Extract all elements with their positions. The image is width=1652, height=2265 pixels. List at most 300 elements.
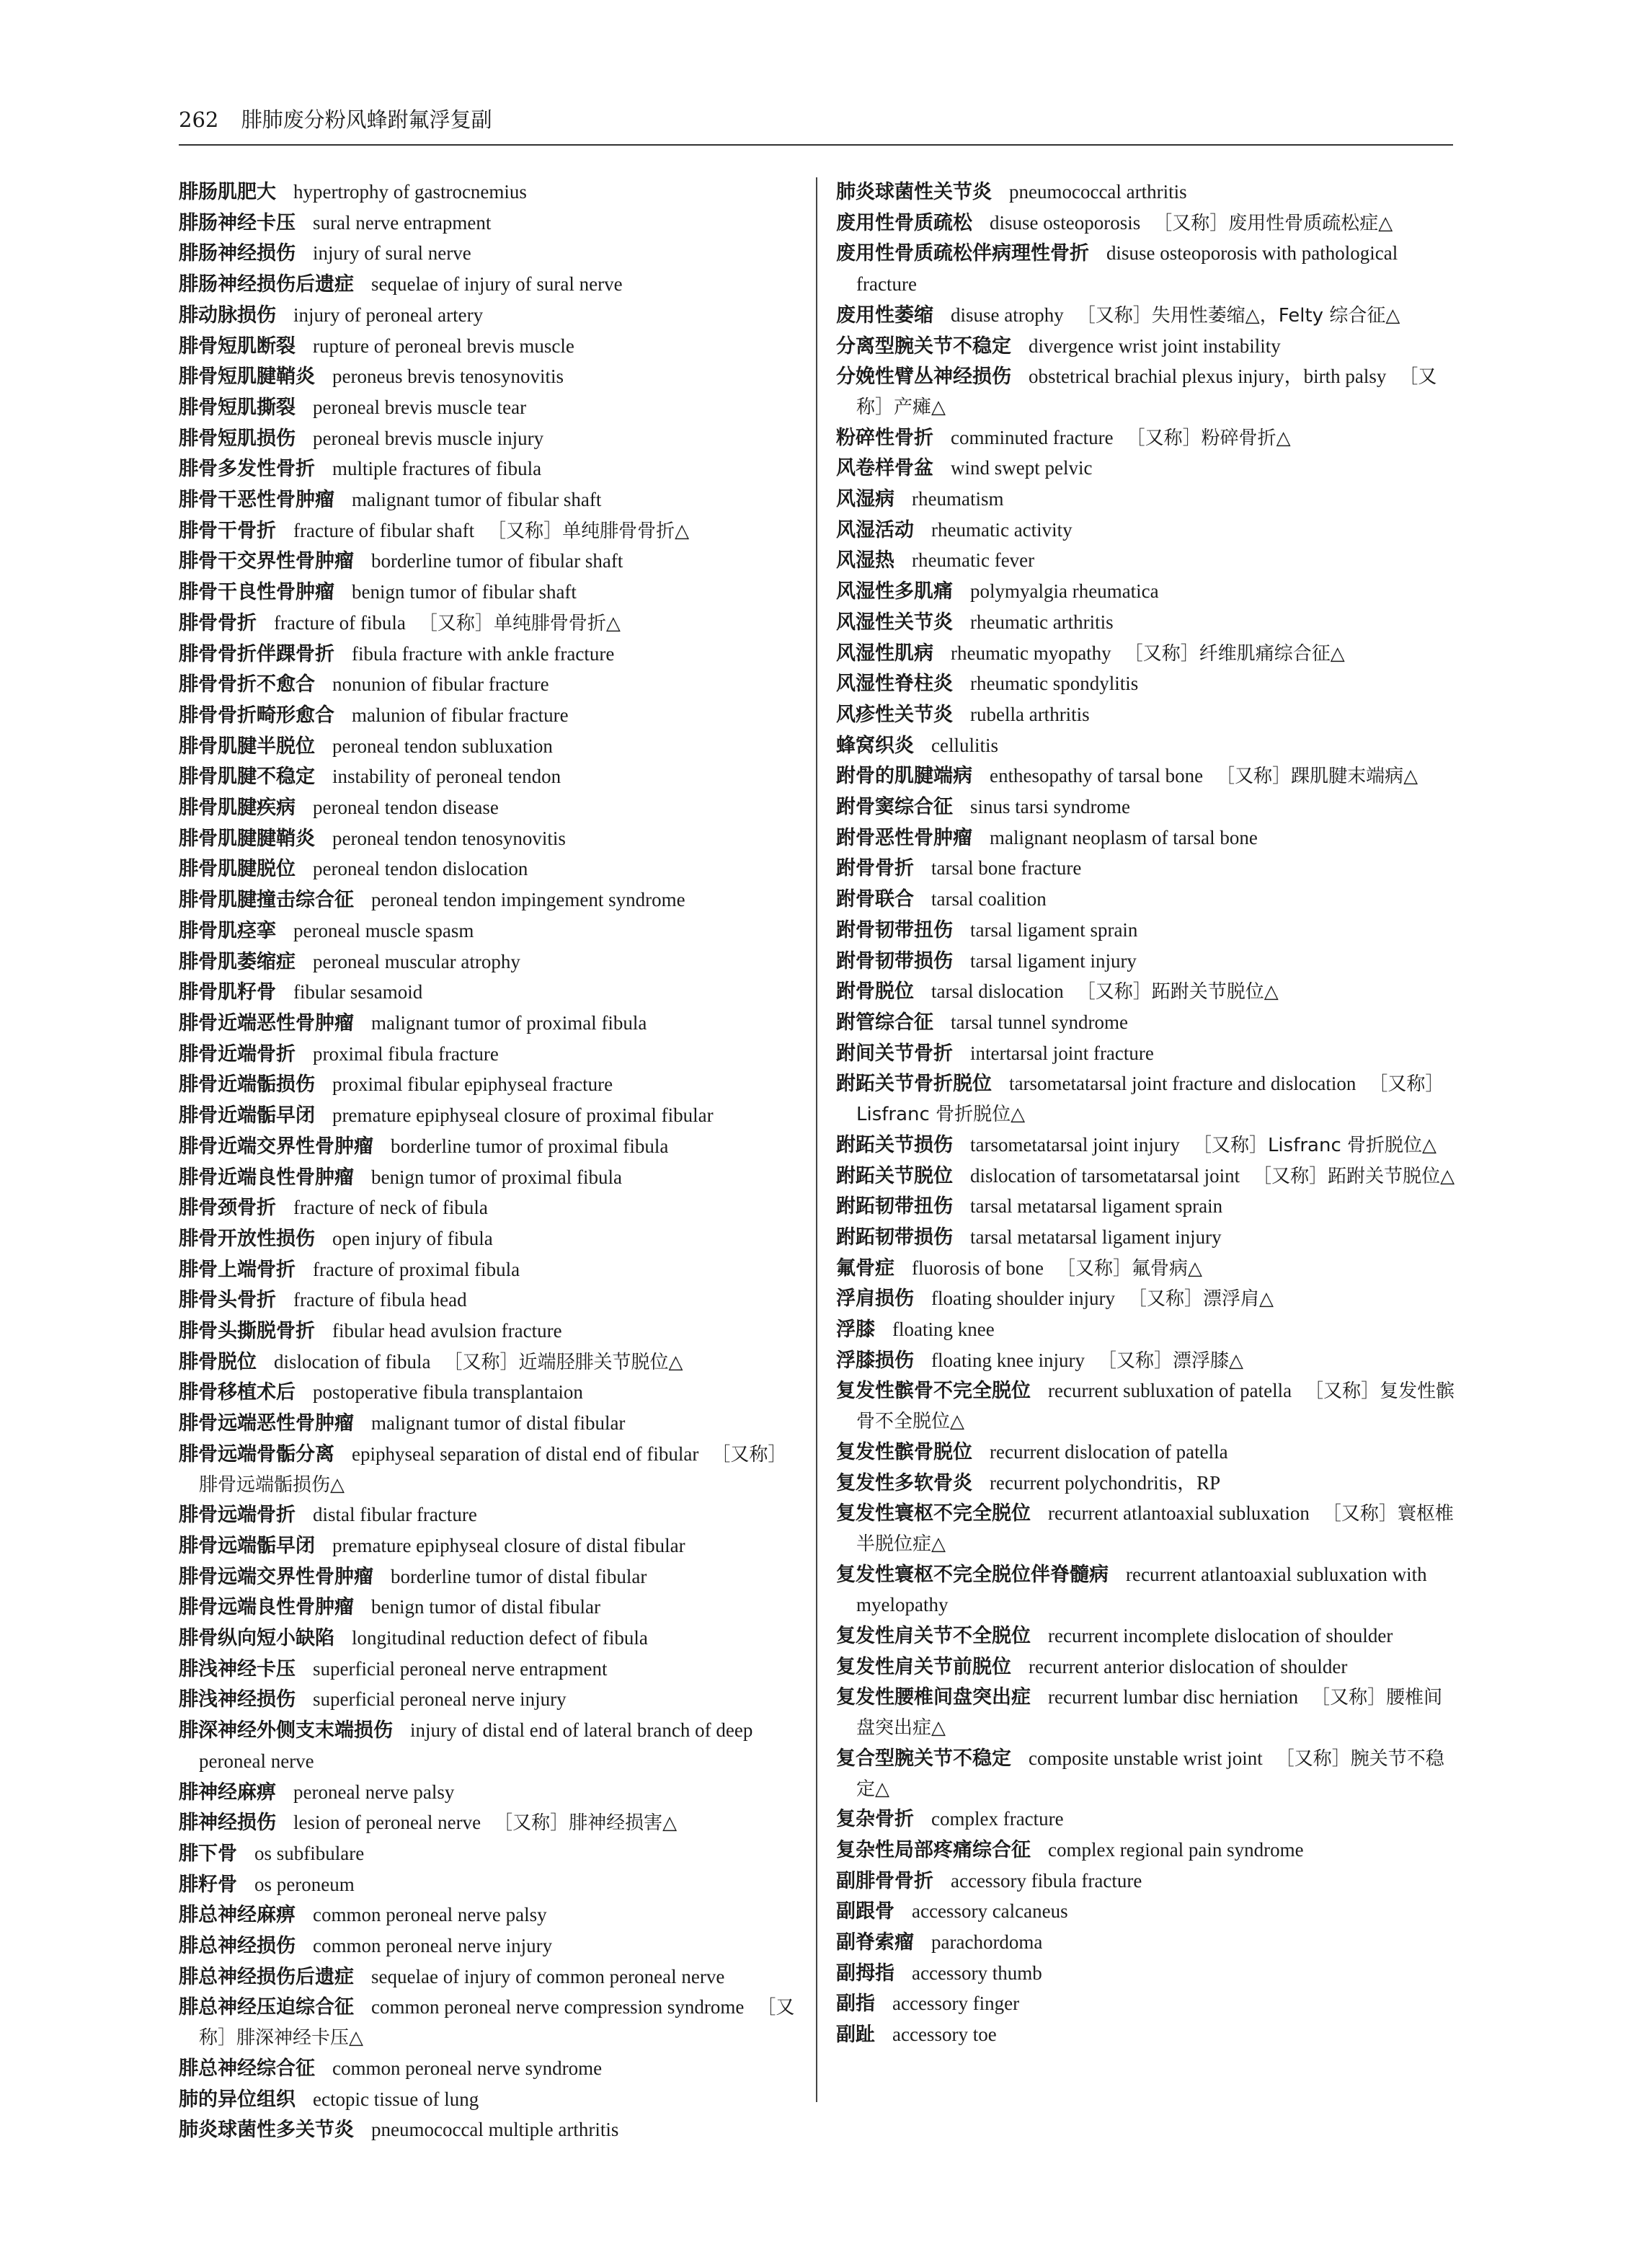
term-english: fluorosis of bone xyxy=(912,1256,1044,1279)
term-english: recurrent atlantoaxial subluxation xyxy=(1048,1502,1310,1525)
term-english: tarsal coalition xyxy=(931,888,1047,910)
term-english: tarsometatarsal joint injury xyxy=(970,1133,1180,1156)
term-english: malunion of fibular fracture xyxy=(352,704,569,726)
term-english: premature epiphyseal closure of proximal fibular xyxy=(332,1104,714,1127)
term-english: recurrent anterior dislocation of shoulder xyxy=(1029,1655,1348,1677)
term-english: tarsal ligament sprain xyxy=(970,918,1138,941)
glossary-entry xyxy=(179,793,799,824)
term-english: superficial peroneal nerve entrapment xyxy=(313,1657,608,1680)
term-chinese: 腓骨骨折不愈合 xyxy=(179,673,315,696)
term-alias: ［又称］跖跗关节脱位△ xyxy=(1253,1165,1455,1187)
term-chinese: 跗骨韧带扭伤 xyxy=(836,918,953,941)
glossary-entry xyxy=(179,1101,799,1132)
term-chinese: 腓肠肌肥大 xyxy=(179,181,276,203)
term-chinese: 跗跖韧带损伤 xyxy=(836,1225,953,1249)
term-alias: ［又称］单纯腓骨骨折△ xyxy=(487,520,690,542)
term-english: tarsal tunnel syndrome xyxy=(951,1011,1128,1033)
term-english: malignant neoplasm of tarsal bone xyxy=(990,826,1258,848)
glossary-entry xyxy=(179,854,799,885)
term-chinese: 跗间关节骨折 xyxy=(836,1042,953,1065)
term-chinese: 腓肠神经卡压 xyxy=(179,211,296,234)
term-chinese: 肺炎球菌性多关节炎 xyxy=(179,2119,354,2142)
term-english: rubella arthritis xyxy=(970,703,1090,725)
term-chinese: 腓骨肌腱不稳定 xyxy=(179,766,315,789)
term-chinese: 腓骨干骨折 xyxy=(179,519,276,542)
term-alias: ［又称］腓神经损害△ xyxy=(494,1812,678,1835)
term-english: injury of distal end of lateral branch of deep peroneal nerve xyxy=(199,1719,753,1772)
glossary-entry xyxy=(179,1409,799,1440)
glossary-entry xyxy=(836,823,1456,854)
term-chinese: 复发性髌骨脱位 xyxy=(836,1440,972,1463)
term-chinese: 跗骨韧带损伤 xyxy=(836,949,953,972)
glossary-entry xyxy=(179,1193,799,1224)
term-chinese: 腓骨远端骨骺分离 xyxy=(179,1442,334,1466)
term-chinese: 跗跖关节损伤 xyxy=(836,1133,953,1156)
term-chinese: 腓骨近端交界性骨肿瘤 xyxy=(179,1135,373,1158)
term-chinese: 腓总神经麻痹 xyxy=(179,1904,296,1927)
term-english: floating knee xyxy=(892,1318,995,1341)
glossary-entry xyxy=(179,947,799,978)
term-chinese: 腓肠神经损伤后遗症 xyxy=(179,273,354,296)
term-alias: ［又称］漂浮肩△ xyxy=(1127,1288,1274,1311)
glossary-entry xyxy=(179,732,799,763)
term-alias: ［又称］单纯腓骨骨折△ xyxy=(418,612,621,634)
term-chinese: 腓浅神经损伤 xyxy=(179,1688,296,1711)
glossary-entry xyxy=(836,669,1456,700)
term-english: borderline tumor of distal fibular xyxy=(391,1565,647,1587)
term-chinese: 腓骨骨折畸形愈合 xyxy=(179,704,334,727)
term-alias: ［又称］寰枢椎半脱位症△ xyxy=(856,1503,1454,1555)
glossary-entry xyxy=(179,424,799,455)
term-chinese: 腓骨干良性骨肿瘤 xyxy=(179,581,334,604)
term-chinese: 腓骨肌腱半脱位 xyxy=(179,735,315,758)
term-english: instability of peroneal tendon xyxy=(332,766,561,788)
term-english: rheumatism xyxy=(912,488,1004,510)
term-english: fibular head avulsion fracture xyxy=(332,1320,562,1342)
term-chinese: 副拇指 xyxy=(836,1962,894,1985)
term-chinese: 腓总神经损伤 xyxy=(179,1935,296,1958)
glossary-entry xyxy=(836,1804,1456,1835)
term-chinese: 腓骨远端骨折 xyxy=(179,1504,296,1527)
term-english: open injury of fibula xyxy=(332,1227,493,1249)
term-english: peroneal brevis muscle injury xyxy=(313,427,544,449)
glossary-entry xyxy=(179,1132,799,1163)
term-english: recurrent lumbar disc herniation xyxy=(1048,1686,1299,1708)
term-english: proximal fibular epiphyseal fracture xyxy=(332,1073,613,1096)
term-chinese: 腓骨远端交界性骨肿瘤 xyxy=(179,1565,373,1588)
term-english: nonunion of fibular fracture xyxy=(332,673,549,696)
term-chinese: 粉碎性骨折 xyxy=(836,426,933,449)
term-english: sequelae of injury of common peroneal nerve xyxy=(371,1965,725,1987)
glossary-entry xyxy=(836,1039,1456,1070)
term-english: fibular sesamoid xyxy=(293,981,423,1003)
term-english: longitudinal reduction defect of fibula xyxy=(352,1627,648,1649)
glossary-entry xyxy=(179,670,799,701)
glossary-entry xyxy=(836,1897,1456,1928)
term-english: recurrent dislocation of patella xyxy=(990,1440,1228,1463)
term-alias: ［又称］粉碎骨折△ xyxy=(1126,427,1291,449)
term-chinese: 腓骨近端骺早闭 xyxy=(179,1104,315,1127)
term-chinese: 腓骨短肌腱鞘炎 xyxy=(179,365,315,389)
term-chinese: 腓骨短肌撕裂 xyxy=(179,396,296,419)
glossary-entry xyxy=(179,1500,799,1531)
page-number: 262 xyxy=(179,107,219,132)
glossary-entry xyxy=(836,239,1456,300)
glossary-entry xyxy=(179,1623,799,1654)
term-english: tarsal dislocation xyxy=(931,980,1064,1003)
term-english: comminuted fracture xyxy=(951,426,1114,448)
glossary-entry xyxy=(179,1163,799,1194)
term-english: benign tumor of proximal fibula xyxy=(371,1166,622,1188)
glossary-entry xyxy=(179,239,799,270)
glossary-entry xyxy=(836,854,1456,885)
term-english: peroneal brevis muscle tear xyxy=(313,396,527,418)
term-english: ectopic tissue of lung xyxy=(313,2088,479,2110)
glossary-entry xyxy=(836,1744,1456,1804)
term-chinese: 分离型腕关节不稳定 xyxy=(836,334,1011,358)
glossary-entry xyxy=(179,1009,799,1040)
term-english: injury of peroneal artery xyxy=(293,303,484,326)
term-alias: ［又称］踝肌腱末端病△ xyxy=(1216,766,1418,788)
term-chinese: 废用性骨质疏松 xyxy=(836,211,972,234)
glossary-entry xyxy=(179,1778,799,1809)
term-english: divergence wrist joint instability xyxy=(1029,334,1281,357)
term-english: peroneus brevis tenosynovitis xyxy=(332,365,564,388)
term-chinese: 腓总神经压迫综合征 xyxy=(179,1996,354,2019)
term-chinese: 腓骨纵向短小缺陷 xyxy=(179,1627,334,1650)
glossary-entry xyxy=(836,1683,1456,1743)
glossary-entry xyxy=(179,1685,799,1716)
glossary-entry xyxy=(836,916,1456,947)
glossary-entry xyxy=(836,977,1456,1008)
glossary-entry xyxy=(179,1592,799,1623)
term-chinese: 腓骨头骨折 xyxy=(179,1289,276,1312)
term-english: tarsal metatarsal ligament injury xyxy=(970,1225,1222,1248)
term-chinese: 复发性肩关节不全脱位 xyxy=(836,1625,1031,1648)
term-english: fracture of fibula xyxy=(274,611,406,634)
term-chinese: 废用性骨质疏松伴病理性骨折 xyxy=(836,242,1089,265)
term-english: sinus tarsi syndrome xyxy=(970,796,1130,818)
term-chinese: 浮膝损伤 xyxy=(836,1349,914,1372)
term-english: parachordoma xyxy=(931,1931,1043,1954)
term-english: benign tumor of fibular shaft xyxy=(352,581,577,603)
term-english: borderline tumor of proximal fibula xyxy=(391,1135,669,1157)
glossary-entry xyxy=(836,362,1456,422)
glossary-entry xyxy=(179,1808,799,1839)
glossary-entry xyxy=(179,2085,799,2116)
term-english: superficial peroneal nerve injury xyxy=(313,1688,567,1711)
glossary-entry xyxy=(836,1192,1456,1223)
term-english: accessory calcaneus xyxy=(912,1900,1068,1923)
term-chinese: 腓骨干恶性骨肿瘤 xyxy=(179,489,334,512)
term-english: rheumatic spondylitis xyxy=(970,673,1139,695)
glossary-entry xyxy=(179,1962,799,1993)
term-english: accessory toe xyxy=(892,2024,997,2046)
term-english: sural nerve entrapment xyxy=(313,211,492,234)
glossary-entry xyxy=(836,515,1456,546)
glossary-entry xyxy=(179,577,799,608)
term-english: dislocation of tarsometatarsal joint xyxy=(970,1164,1240,1187)
glossary-entry xyxy=(179,454,799,485)
glossary-entry xyxy=(836,484,1456,515)
term-english: peroneal muscle spasm xyxy=(293,919,474,941)
term-alias: ［又称］近端胫腓关节脱位△ xyxy=(443,1351,683,1373)
glossary-entry xyxy=(179,301,799,332)
term-chinese: 腓骨短肌损伤 xyxy=(179,427,296,450)
glossary-entry xyxy=(179,1839,799,1870)
term-english: fracture of proximal fibula xyxy=(313,1258,520,1280)
glossary-entry xyxy=(179,1070,799,1101)
term-chinese: 风湿性脊柱炎 xyxy=(836,673,953,696)
term-chinese: 腓骨颈骨折 xyxy=(179,1197,276,1220)
term-english: tarsal ligament injury xyxy=(970,949,1137,972)
glossary-entry xyxy=(836,423,1456,454)
glossary-entry xyxy=(836,1161,1456,1192)
glossary-entry xyxy=(836,1959,1456,1990)
term-chinese: 复发性腰椎间盘突出症 xyxy=(836,1686,1031,1709)
glossary-entry xyxy=(836,1468,1456,1499)
term-english: intertarsal joint fracture xyxy=(970,1042,1154,1064)
glossary-entry xyxy=(179,332,799,363)
glossary-entry xyxy=(836,700,1456,731)
glossary-entry xyxy=(836,546,1456,577)
term-english: proximal fibula fracture xyxy=(313,1042,499,1065)
term-english: peroneal tendon impingement syndrome xyxy=(371,889,685,911)
term-chinese: 复发性寰枢不完全脱位伴脊髓病 xyxy=(836,1563,1109,1586)
glossary-entry xyxy=(836,639,1456,670)
term-english: common peroneal nerve injury xyxy=(313,1935,553,1957)
glossary-entry xyxy=(836,885,1456,916)
term-alias: ［又称］腓深神经卡压△ xyxy=(199,1997,795,2049)
glossary-entry xyxy=(836,1989,1456,2020)
term-chinese: 腓下骨 xyxy=(179,1842,237,1865)
term-english: recurrent incomplete dislocation of shoulder xyxy=(1048,1625,1393,1647)
term-alias: ［又称］Lisfranc 骨折脱位△ xyxy=(856,1073,1444,1126)
term-chinese: 腓骨骨折 xyxy=(179,611,257,634)
term-chinese: 腓神经麻痹 xyxy=(179,1781,276,1804)
term-alias: ［又称］纤维肌痛综合征△ xyxy=(1124,642,1345,665)
term-english: floating shoulder injury xyxy=(931,1287,1115,1310)
glossary-entry xyxy=(179,1440,799,1500)
term-english: fracture of fibula head xyxy=(293,1289,467,1311)
glossary-entry xyxy=(836,1254,1456,1285)
term-chinese: 跗管综合征 xyxy=(836,1011,933,1034)
term-english: common peroneal nerve syndrome xyxy=(332,2057,603,2079)
term-chinese: 风湿性多肌痛 xyxy=(836,580,953,603)
page-header xyxy=(179,105,1453,146)
glossary-entry xyxy=(836,453,1456,484)
term-english: recurrent atlantoaxial subluxation with myelopathy xyxy=(856,1563,1427,1616)
glossary-entry xyxy=(179,1285,799,1316)
term-english: malignant tumor of distal fibular xyxy=(371,1412,626,1435)
term-chinese: 腓总神经综合征 xyxy=(179,2057,315,2080)
term-chinese: 腓神经损伤 xyxy=(179,1812,276,1835)
glossary-entry xyxy=(179,1654,799,1685)
term-chinese: 腓深神经外侧支末端损伤 xyxy=(179,1719,393,1742)
term-chinese: 浮膝 xyxy=(836,1318,875,1342)
term-english: rupture of peroneal brevis muscle xyxy=(313,334,574,357)
term-alias: ［又称］产瘫△ xyxy=(856,366,1437,418)
term-chinese: 腓骨肌腱腱鞘炎 xyxy=(179,827,315,850)
term-chinese: 分娩性臂丛神经损伤 xyxy=(836,365,1011,389)
term-english: multiple fractures of fibula xyxy=(332,458,542,480)
glossary-entry xyxy=(836,1008,1456,1039)
term-chinese: 肺的异位组织 xyxy=(179,2088,296,2111)
glossary-entry xyxy=(179,485,799,516)
term-chinese: 风湿性关节炎 xyxy=(836,611,953,634)
term-chinese: 复合型腕关节不稳定 xyxy=(836,1747,1011,1770)
term-english: accessory fibula fracture xyxy=(951,1869,1142,1892)
term-english: hypertrophy of gastrocnemius xyxy=(293,181,527,203)
term-chinese: 腓骨短肌断裂 xyxy=(179,334,296,358)
glossary-entry xyxy=(836,177,1456,208)
term-chinese: 腓骨肌腱疾病 xyxy=(179,797,296,820)
glossary-entry xyxy=(179,1993,799,2053)
glossary-entry xyxy=(179,393,799,424)
glossary-entry xyxy=(179,208,799,239)
term-english: injury of sural nerve xyxy=(313,242,471,265)
term-chinese: 腓骨远端良性骨肿瘤 xyxy=(179,1596,354,1619)
term-chinese: 风湿热 xyxy=(836,549,894,572)
term-chinese: 腓骨肌萎缩症 xyxy=(179,950,296,973)
glossary-entry xyxy=(179,1347,799,1378)
term-chinese: 腓骨骨折伴踝骨折 xyxy=(179,642,334,665)
term-chinese: 跗骨的肌腱端病 xyxy=(836,765,972,788)
term-alias: ［又称］跖跗关节脱位△ xyxy=(1076,981,1279,1003)
glossary-entry xyxy=(179,177,799,208)
term-chinese: 腓肠神经损伤 xyxy=(179,242,296,265)
term-english: rheumatic arthritis xyxy=(970,611,1114,633)
term-english: malignant tumor of fibular shaft xyxy=(352,489,602,511)
column-divider xyxy=(816,177,817,2102)
glossary-entry xyxy=(179,1931,799,1962)
term-alias: ［又称］废用性骨质疏松症△ xyxy=(1153,212,1393,234)
term-chinese: 副脊索瘤 xyxy=(836,1931,914,1954)
glossary-entry xyxy=(836,1560,1456,1621)
term-english: peroneal tendon subluxation xyxy=(332,735,553,757)
term-chinese: 氟骨症 xyxy=(836,1256,894,1280)
glossary-entry xyxy=(179,885,799,916)
glossary-entry xyxy=(179,1040,799,1071)
term-chinese: 复发性多软骨炎 xyxy=(836,1471,972,1494)
term-english: obstetrical brachial plexus injury，birth palsy xyxy=(1029,365,1387,388)
glossary-entry xyxy=(836,1284,1456,1315)
glossary-entry xyxy=(836,301,1456,332)
term-english: peroneal muscular atrophy xyxy=(313,950,520,972)
term-chinese: 跗骨联合 xyxy=(836,888,914,911)
term-english: polymyalgia rheumatica xyxy=(970,580,1159,603)
glossary-entry xyxy=(179,2054,799,2085)
term-chinese: 腓骨脱位 xyxy=(179,1350,257,1373)
glossary-entry xyxy=(179,608,799,639)
glossary-entry xyxy=(179,1224,799,1255)
glossary-entry xyxy=(179,1378,799,1409)
glossary-entry xyxy=(836,1835,1456,1866)
glossary-entry xyxy=(836,947,1456,978)
term-english: accessory thumb xyxy=(912,1962,1042,1984)
glossary-entry xyxy=(179,1870,799,1901)
glossary-entry xyxy=(836,608,1456,639)
glossary-entry xyxy=(179,362,799,393)
term-chinese: 风卷样骨盆 xyxy=(836,457,933,480)
term-chinese: 腓骨干交界性骨肿瘤 xyxy=(179,550,354,573)
term-english: composite unstable wrist joint xyxy=(1029,1747,1263,1769)
term-chinese: 腓骨远端骺早闭 xyxy=(179,1534,315,1557)
glossary-entry xyxy=(836,1130,1456,1161)
term-english: sequelae of injury of sural nerve xyxy=(371,273,623,296)
glossary-entry xyxy=(836,2020,1456,2051)
term-english: dislocation of fibula xyxy=(274,1350,431,1373)
term-chinese: 复杂性局部疼痛综合征 xyxy=(836,1838,1031,1861)
glossary-entry xyxy=(179,639,799,670)
term-chinese: 腓骨多发性骨折 xyxy=(179,458,315,481)
glossary-entry xyxy=(179,1900,799,1931)
term-english: rheumatic myopathy xyxy=(951,642,1111,664)
term-chinese: 风疹性关节炎 xyxy=(836,703,953,726)
term-chinese: 复杂骨折 xyxy=(836,1808,914,1831)
term-english: postoperative fibula transplantaion xyxy=(313,1381,583,1404)
term-chinese: 腓动脉损伤 xyxy=(179,303,276,327)
term-english: fracture of neck of fibula xyxy=(293,1197,488,1219)
glossary-entry xyxy=(836,332,1456,363)
term-english: rheumatic fever xyxy=(912,549,1035,572)
term-english: borderline tumor of fibular shaft xyxy=(371,550,623,572)
glossary-entry xyxy=(836,1928,1456,1959)
glossary-entry xyxy=(836,1376,1456,1437)
term-english: fibula fracture with ankle fracture xyxy=(352,642,615,665)
term-english: common peroneal nerve compression syndrome xyxy=(371,1996,745,2018)
term-english: recurrent subluxation of patella xyxy=(1048,1380,1292,1402)
term-alias: ［又称］Lisfranc 骨折脱位△ xyxy=(1192,1134,1437,1156)
term-english: disuse osteoporosis xyxy=(990,211,1141,234)
term-chinese: 腓籽骨 xyxy=(179,1873,237,1896)
term-english: peroneal tendon dislocation xyxy=(313,858,528,880)
glossary-entry xyxy=(179,978,799,1009)
term-chinese: 跗跖关节脱位 xyxy=(836,1164,953,1187)
term-english: tarsal bone fracture xyxy=(931,857,1082,879)
term-chinese: 跗骨骨折 xyxy=(836,857,914,880)
term-chinese: 副跟骨 xyxy=(836,1900,894,1923)
term-alias: ［又称］漂浮膝△ xyxy=(1097,1349,1243,1372)
glossary-entry xyxy=(179,546,799,577)
glossary-entry xyxy=(836,1223,1456,1254)
term-chinese: 副指 xyxy=(836,1993,875,2016)
left-column xyxy=(179,177,799,2146)
glossary-entry xyxy=(179,270,799,301)
term-english: disuse atrophy xyxy=(951,303,1064,326)
term-english: complex fracture xyxy=(931,1808,1064,1830)
term-chinese: 浮肩损伤 xyxy=(836,1287,914,1311)
term-chinese: 跗骨恶性骨肿瘤 xyxy=(836,826,972,849)
term-chinese: 腓浅神经卡压 xyxy=(179,1657,296,1680)
glossary-entry xyxy=(836,1652,1456,1683)
term-alias: ［又称］腓骨远端骺损伤△ xyxy=(199,1443,787,1496)
term-english: disuse osteoporosis with pathological fracture xyxy=(856,242,1398,296)
term-english: benign tumor of distal fibular xyxy=(371,1596,600,1618)
glossary-entry xyxy=(179,916,799,947)
glossary-entry xyxy=(836,1069,1456,1130)
glossary-entry xyxy=(179,1562,799,1593)
term-chinese: 腓骨上端骨折 xyxy=(179,1258,296,1281)
term-chinese: 腓总神经损伤后遗症 xyxy=(179,1965,354,1988)
glossary-entry xyxy=(836,792,1456,823)
glossary-entry xyxy=(179,2115,799,2146)
glossary-entry xyxy=(836,1315,1456,1346)
glossary-entry xyxy=(179,1316,799,1347)
term-chinese: 复发性肩关节前脱位 xyxy=(836,1655,1011,1678)
term-alias: ［又称］腰椎间盘突出症△ xyxy=(856,1687,1443,1739)
term-chinese: 腓骨近端恶性骨肿瘤 xyxy=(179,1011,354,1034)
